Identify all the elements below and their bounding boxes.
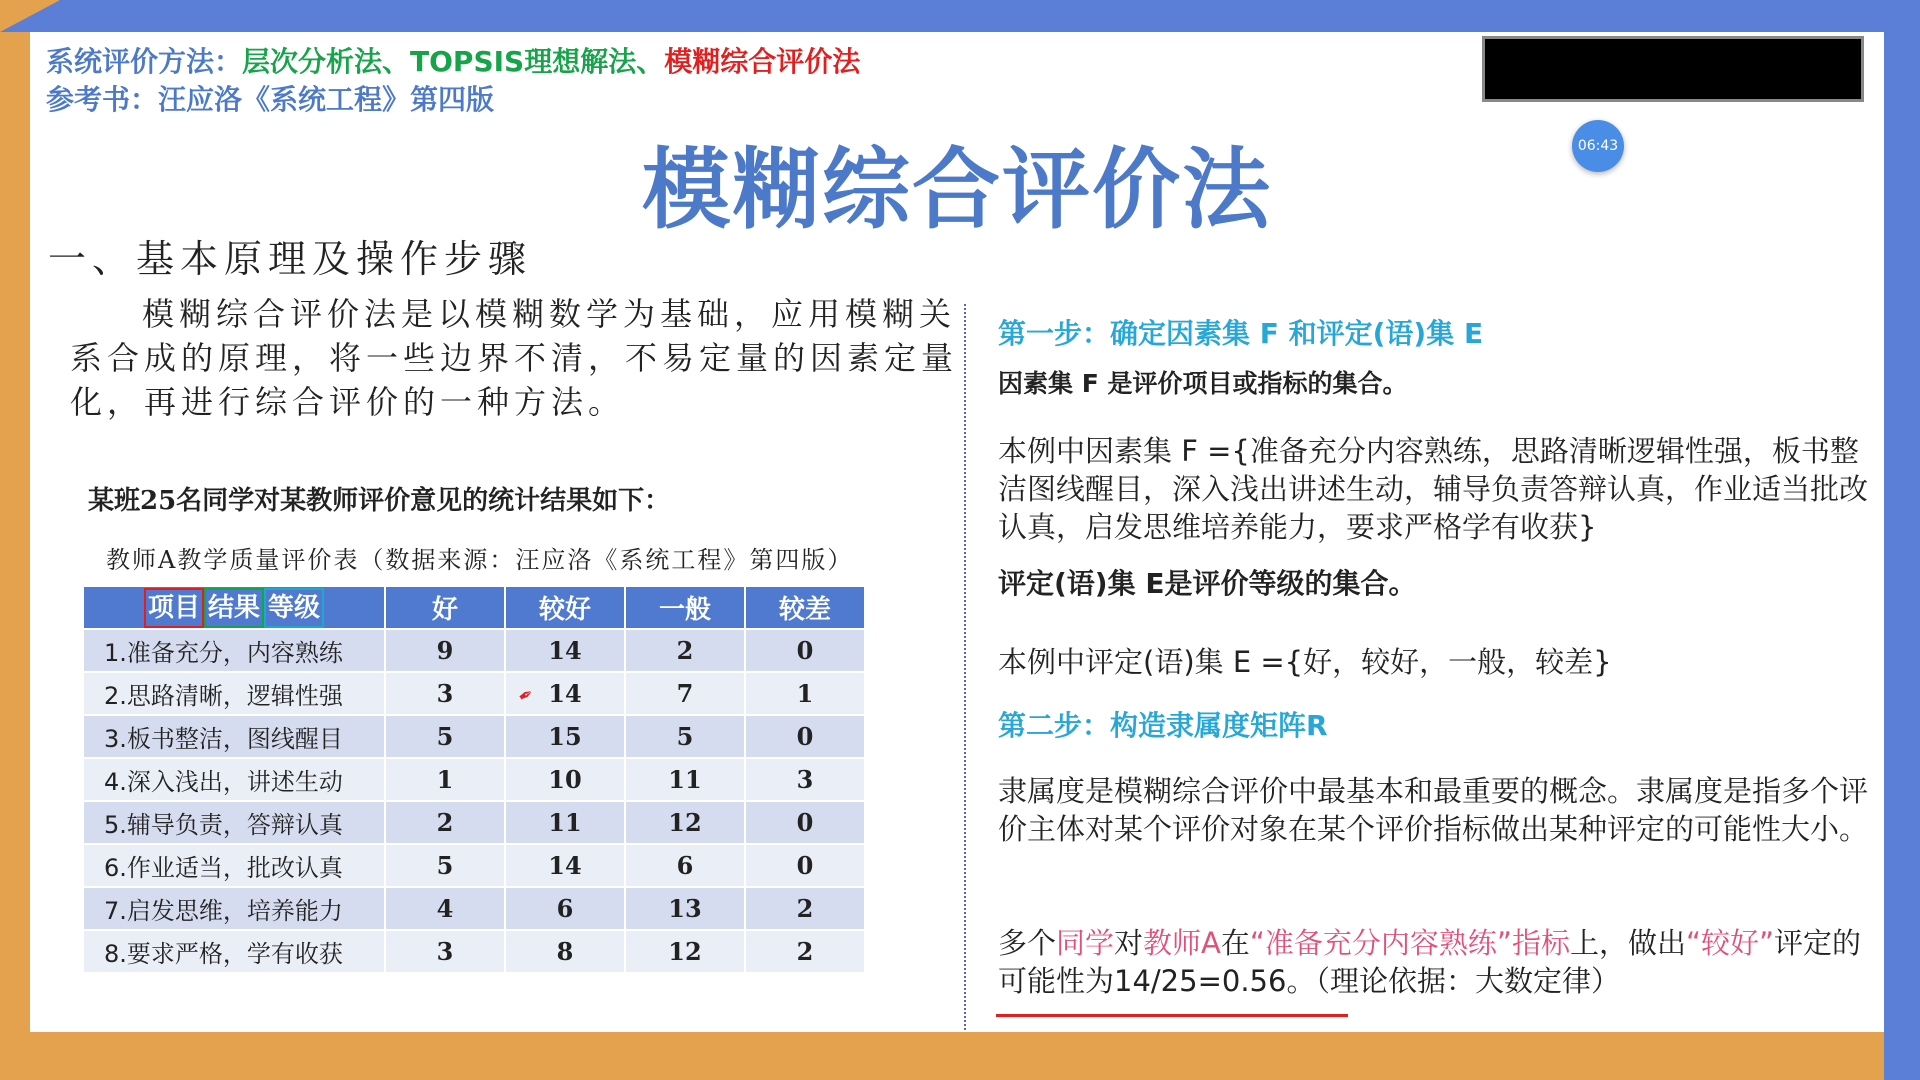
cell-value: 0: [745, 629, 865, 672]
cell-value: 9: [385, 629, 505, 672]
cell-value: 0: [745, 715, 865, 758]
example-highlight: 同学: [1056, 926, 1115, 960]
eval-set-definition: 评定(语)集 E是评价等级的集合。: [998, 567, 1417, 600]
cell-value: 15: [505, 715, 625, 758]
red-underline: [996, 1014, 1348, 1017]
table-header-row: [83, 586, 865, 629]
row-item: 3.板书整洁，图线醒目: [83, 715, 385, 758]
membership-paragraph: 隶属度是模糊综合评价中最基本和最重要的概念。隶属度是指多个评价主体对某个评价对象在某个评价指标做出某种评定的可能性大小。: [998, 774, 1869, 846]
redacted-box: [1482, 36, 1864, 102]
section-title: 一、基本原理及操作步骤: [48, 237, 533, 281]
row-item: 4.深入浅出，讲述生动: [83, 758, 385, 801]
cell-value: 1: [745, 672, 865, 715]
cell-value: 2: [745, 930, 865, 973]
example-text: 上，做出: [1569, 926, 1686, 960]
cell-value: 2: [385, 801, 505, 844]
cell-value: 3: [385, 672, 505, 715]
header-methods-line: [46, 40, 860, 80]
cell-value: 6: [625, 844, 745, 887]
cell-value: 11: [505, 801, 625, 844]
cell-value: 10: [505, 758, 625, 801]
stat-description: 某班25名同学对某教师评价意见的统计结果如下：: [88, 486, 671, 516]
frame-top-band: [0, 0, 1920, 32]
example-highlight: “较好”: [1685, 926, 1775, 960]
example-text: 多个: [998, 926, 1057, 960]
evaluation-table: [82, 585, 866, 974]
header-item-label: 项目: [144, 588, 204, 628]
factor-set-definition: 因素集 F 是评价项目或指标的集合。: [998, 369, 1408, 398]
cell-value: 0: [745, 844, 865, 887]
row-item: 6.作业适当，批改认真: [83, 844, 385, 887]
slide-canvas: [30, 32, 1884, 1032]
table-row: [83, 930, 865, 973]
timer-badge[interactable]: 06:43: [1572, 120, 1624, 172]
frame-corner: [0, 0, 60, 32]
row-item: 1.准备充分，内容熟练: [83, 629, 385, 672]
column-header: 一般: [625, 586, 745, 629]
table-row: [83, 715, 865, 758]
cell-value: 14: [505, 629, 625, 672]
row-item: 8.要求严格，学有收获: [83, 930, 385, 973]
cell-value: 11: [625, 758, 745, 801]
cell-value: 14: [505, 672, 625, 715]
table-row: [83, 672, 865, 715]
header-result-label: 结果: [204, 588, 264, 628]
header-grade-label: 等级: [264, 588, 324, 628]
cell-value: 3: [745, 758, 865, 801]
step2-title: 第二步：构造隶属度矩阵R: [998, 709, 1328, 742]
table-caption: 教师A教学质量评价表（数据来源：汪应洛《系统工程》第四版）: [106, 546, 854, 574]
eval-set-example: 本例中评定(语)集 E ={好，较好，一般，较差}: [998, 645, 1612, 679]
cell-value: 2: [745, 887, 865, 930]
header-reference-line: 参考书：汪应洛《系统工程》第四版: [46, 83, 495, 116]
table-row: [83, 629, 865, 672]
example-text: 在: [1220, 926, 1250, 960]
frame-right-band: [1884, 0, 1920, 1080]
step1-title: 第一步：确定因素集 F 和评定(语)集 E: [998, 317, 1484, 350]
table-row: [83, 758, 865, 801]
row-item: 5.辅导负责，答辩认真: [83, 801, 385, 844]
page-title: 模糊综合评价法: [641, 138, 1272, 241]
example-text: 对: [1114, 926, 1144, 960]
table-row: [83, 887, 865, 930]
column-divider: [964, 304, 966, 1032]
intro-paragraph: 模糊综合评价法是以模糊数学为基础，应用模糊关系合成的原理，将一些边界不清，不易定量的因素定量化，再进行综合评价的一种方法。: [70, 295, 959, 421]
cell-value: 8: [505, 930, 625, 973]
cell-value: 5: [625, 715, 745, 758]
pen-cursor-icon: ✒: [514, 682, 538, 709]
header-methods: 层次分析法、TOPSIS理想解法、: [242, 45, 665, 78]
cell-value: 12: [625, 801, 745, 844]
table-row: [83, 801, 865, 844]
cell-value: 0: [745, 801, 865, 844]
factor-set-example: 本例中因素集 F ={准备充分内容熟练，思路清晰逻辑性强，板书整洁图线醒目，深入浅出讲述生动，辅导负责答辩认真，作业适当批改认真，启发思维培养能力，要求严格学有收获}: [998, 434, 1869, 544]
table-row: [83, 844, 865, 887]
cell-value: 3: [385, 930, 505, 973]
column-header: 好: [385, 586, 505, 629]
cell-value: 5: [385, 715, 505, 758]
cell-value: 2: [625, 629, 745, 672]
column-header: 较好: [505, 586, 625, 629]
row-item: 2.思路清晰，逻辑性强: [83, 672, 385, 715]
header-prefix: 系统评价方法：: [46, 45, 243, 78]
cell-value: 7: [625, 672, 745, 715]
example-text: 评定的可能性为14/25=0.56。（理论依据：大数定律）: [998, 926, 1862, 998]
cell-value: 5: [385, 844, 505, 887]
column-header: 较差: [745, 586, 865, 629]
cell-value: 13: [625, 887, 745, 930]
example-highlight: 教师A: [1143, 926, 1221, 960]
example-paragraph: [998, 924, 1868, 1000]
cell-value: 12: [625, 930, 745, 973]
row-item: 7.启发思维，培养能力: [83, 887, 385, 930]
cell-value: 14: [505, 844, 625, 887]
cell-value: 1: [385, 758, 505, 801]
cell-value: 6: [505, 887, 625, 930]
header-fuzzy-method: 模糊综合评价法: [664, 45, 861, 78]
header-cell-item: [83, 586, 385, 629]
cell-value: 4: [385, 887, 505, 930]
example-highlight: “准备充分内容熟练”指标: [1249, 926, 1570, 960]
frame-bottom-band: [0, 1032, 1920, 1080]
